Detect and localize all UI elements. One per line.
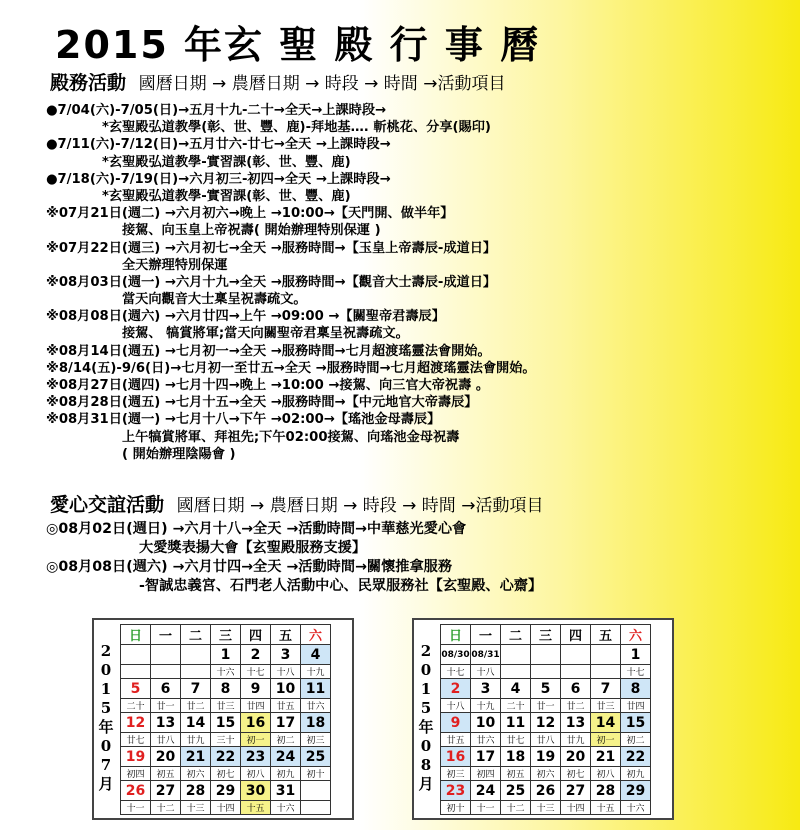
list-item: ※08月28日(週五) →七月十五→全天 →服務時間→【中元地官大帝壽辰】 <box>46 395 478 411</box>
weekday-header: 一 <box>471 625 501 645</box>
calendar-day-cell: 18 <box>301 713 331 733</box>
lunar-date-cell: 廿六 <box>471 733 501 747</box>
calendar-day-cell: 1 <box>621 645 651 665</box>
lunar-date-cell: 初八 <box>591 767 621 781</box>
calendar-day-cell: 5 <box>121 679 151 699</box>
calendar-day-cell: 14 <box>591 713 621 733</box>
calendar-label-char: 0 <box>420 737 432 755</box>
lunar-date-cell: 初四 <box>471 767 501 781</box>
calendar-day-cell: 12 <box>531 713 561 733</box>
lunar-date-cell: 十四 <box>211 801 241 815</box>
weekday-header: 三 <box>531 625 561 645</box>
calendar-day-cell: 29 <box>211 781 241 801</box>
lunar-date-cell: 廿七 <box>121 733 151 747</box>
lunar-date-cell: 初五 <box>501 767 531 781</box>
list-item: ●7/18(六)-7/19(日)→六月初三-初四→全天 →上課時段→ <box>46 171 391 187</box>
calendar-day-cell: 21 <box>591 747 621 767</box>
lunar-date-cell <box>591 665 621 679</box>
lunar-date-cell: 十八 <box>441 699 471 713</box>
list-item: *玄聖殿弘道教學-實習課(彰、世、豐、鹿) <box>102 154 351 170</box>
lunar-date-cell: 初三 <box>441 767 471 781</box>
lunar-date-cell: 十六 <box>271 801 301 815</box>
calendar-day-cell: 8 <box>621 679 651 699</box>
calendar-day-cell: 22 <box>621 747 651 767</box>
temple-affairs-list <box>46 102 794 463</box>
calendar-month-label <box>96 642 116 794</box>
calendar-day-cell: 19 <box>121 747 151 767</box>
calendar-day-cell: 16 <box>241 713 271 733</box>
calendar-day-cell: 1 <box>211 645 241 665</box>
calendar-day-cell: 26 <box>121 781 151 801</box>
lunar-date-cell: 十三 <box>181 801 211 815</box>
lunar-date-cell: 廿九 <box>181 733 211 747</box>
list-item: ( 開始辦理陰陽會 ) <box>122 446 236 462</box>
calendar-day-cell: 21 <box>181 747 211 767</box>
lunar-date-cell: 二十 <box>501 699 531 713</box>
calendar-day-cell: 28 <box>181 781 211 801</box>
list-item: -智誠忠義宮、石門老人活動中心、民眾服務社【玄聖殿、心齋】 <box>139 578 543 594</box>
lunar-date-cell: 初九 <box>271 767 301 781</box>
calendar-label-char: 5 <box>100 699 112 717</box>
weekday-header: 日 <box>441 625 471 645</box>
calendar-day-cell: 4 <box>501 679 531 699</box>
charity-activities-list <box>46 520 794 596</box>
lunar-date-cell: 廿一 <box>151 699 181 713</box>
calendar-day-cell: 22 <box>211 747 241 767</box>
calendar-day-cell: 7 <box>181 679 211 699</box>
calendar-label-char: 0 <box>100 661 112 679</box>
calendar-day-cell: 31 <box>271 781 301 801</box>
lunar-date-cell: 十一 <box>471 801 501 815</box>
list-item: ◎08月08日(週六) →六月廿四→全天 →活動時間→關懷推拿服務 <box>46 559 453 575</box>
calendar-day-cell <box>121 645 151 665</box>
lunar-date-cell: 十五 <box>241 801 271 815</box>
calendar-day-cell: 18 <box>501 747 531 767</box>
lunar-date-cell <box>181 665 211 679</box>
calendar-day-cell: 5 <box>531 679 561 699</box>
weekday-header: 二 <box>181 625 211 645</box>
list-item: 全天辦理特別保運 <box>122 257 228 273</box>
calendar-label-char: 2 <box>100 642 112 660</box>
section-charity-heading <box>50 490 543 517</box>
weekday-header: 五 <box>271 625 301 645</box>
calendar-day-cell: 11 <box>501 713 531 733</box>
calendar-day-cell <box>591 645 621 665</box>
lunar-date-cell: 二十 <box>121 699 151 713</box>
calendar-day-cell: 11 <box>301 679 331 699</box>
lunar-date-cell: 廿四 <box>241 699 271 713</box>
calendar-day-cell: 10 <box>471 713 501 733</box>
lunar-date-cell: 三十 <box>211 733 241 747</box>
calendar-day-cell: 30 <box>241 781 271 801</box>
calendar-day-cell: 17 <box>471 747 501 767</box>
calendar-label-char: 2 <box>420 642 432 660</box>
lunar-date-cell: 廿三 <box>211 699 241 713</box>
calendar-label-char: 年 <box>98 718 114 736</box>
weekday-header: 一 <box>151 625 181 645</box>
lunar-date-cell: 十四 <box>561 801 591 815</box>
lunar-date-cell: 十三 <box>531 801 561 815</box>
weekday-header: 四 <box>561 625 591 645</box>
calendar-day-cell <box>531 645 561 665</box>
calendar-day-cell: 2 <box>241 645 271 665</box>
lunar-date-cell: 十七 <box>241 665 271 679</box>
lunar-date-cell: 廿八 <box>151 733 181 747</box>
calendar-day-cell: 24 <box>471 781 501 801</box>
lunar-date-cell: 初二 <box>621 733 651 747</box>
calendar-day-cell <box>301 781 331 801</box>
lunar-date-cell: 初六 <box>531 767 561 781</box>
calendar-day-cell <box>181 645 211 665</box>
calendar-day-cell: 25 <box>501 781 531 801</box>
list-item: ●7/11(六)-7/12(日)→五月廿六-廿七→全天 →上課時段→ <box>46 137 391 153</box>
calendar-day-cell: 10 <box>271 679 301 699</box>
section-heading-text: 殿務活動 <box>50 72 127 94</box>
calendar-label-char: 1 <box>100 680 112 698</box>
calendar-day-cell: 13 <box>151 713 181 733</box>
weekday-header: 四 <box>241 625 271 645</box>
list-item: 上午犒賞將軍、拜祖先;下午02:00接駕、向瑤池金母祝壽 <box>122 429 460 445</box>
lunar-date-cell: 廿四 <box>621 699 651 713</box>
calendar-day-cell: 20 <box>151 747 181 767</box>
lunar-date-cell: 廿三 <box>591 699 621 713</box>
calendar-august <box>412 618 674 820</box>
lunar-date-cell: 十九 <box>301 665 331 679</box>
list-item: ※8/14(五)-9/6(日)→七月初一至廿五→全天 →服務時間→七月超渡瑤靈法會開始。 <box>46 360 536 376</box>
calendar-day-cell: 29 <box>621 781 651 801</box>
list-item: *玄聖殿弘道教學(彰、世、豐、鹿)-拜地基…. 斬桃花、分享(賜印) <box>102 120 491 136</box>
lunar-date-cell: 廿六 <box>301 699 331 713</box>
calendar-month-label <box>416 642 436 794</box>
calendar-day-cell: 8 <box>211 679 241 699</box>
calendar-day-cell <box>151 645 181 665</box>
list-item: ※08月03日(週一) →六月十九→全天 →服務時間→【觀音大士壽辰-成道日】 <box>46 274 497 290</box>
lunar-date-cell: 廿九 <box>561 733 591 747</box>
section-temple-affairs-heading <box>50 68 505 95</box>
lunar-date-cell <box>501 665 531 679</box>
calendar-day-cell: 4 <box>301 645 331 665</box>
calendar-day-cell: 23 <box>241 747 271 767</box>
lunar-date-cell: 初十 <box>301 767 331 781</box>
lunar-date-cell: 廿二 <box>181 699 211 713</box>
calendar-day-cell: 6 <box>561 679 591 699</box>
lunar-date-cell: 初九 <box>621 767 651 781</box>
calendar-day-cell: 24 <box>271 747 301 767</box>
section-column-legend: 國曆日期 → 農曆日期 → 時段 → 時間 →活動項目 <box>176 496 544 516</box>
calendar-day-cell: 20 <box>561 747 591 767</box>
calendar-day-cell <box>561 645 591 665</box>
lunar-date-cell: 十八 <box>471 665 501 679</box>
lunar-date-cell: 初六 <box>181 767 211 781</box>
lunar-date-cell: 初一 <box>241 733 271 747</box>
page-title: 2015 年玄 聖 殿 行 事 曆 <box>55 23 541 67</box>
list-item: ※08月27日(週四) →七月十四→晚上 →10:00 →接駕、向三官大帝祝壽 。 <box>46 378 490 393</box>
lunar-date-cell <box>121 665 151 679</box>
lunar-date-cell: 十二 <box>501 801 531 815</box>
calendar-july <box>92 618 354 820</box>
calendar-label-char: 月 <box>418 775 434 793</box>
list-item: ※08月31日(週一) →七月十八→下午 →02:00→【瑤池金母壽辰】 <box>46 412 441 428</box>
weekday-header: 三 <box>211 625 241 645</box>
lunar-date-cell: 初十 <box>441 801 471 815</box>
calendar-day-cell: 26 <box>531 781 561 801</box>
lunar-date-cell: 十六 <box>211 665 241 679</box>
calendar-day-cell: 12 <box>121 713 151 733</box>
calendar-label-char: 7 <box>100 756 112 774</box>
section-column-legend: 國曆日期 → 農曆日期 → 時段 → 時間 →活動項目 <box>138 74 506 94</box>
weekday-header: 五 <box>591 625 621 645</box>
calendar-day-cell: 16 <box>441 747 471 767</box>
calendar-day-cell: 2 <box>441 679 471 699</box>
calendar-day-cell: 13 <box>561 713 591 733</box>
list-item: *玄聖殿弘道教學-實習課(彰、世、豐、鹿) <box>102 188 351 204</box>
list-item: 接駕、 犒賞將軍;當天向關聖帝君稟呈祝壽疏文。 <box>122 326 409 342</box>
calendar-day-cell: 3 <box>471 679 501 699</box>
lunar-date-cell: 廿八 <box>531 733 561 747</box>
lunar-date-cell: 初一 <box>591 733 621 747</box>
lunar-date-cell: 十一 <box>121 801 151 815</box>
calendar-label-char: 年 <box>418 718 434 736</box>
lunar-date-cell: 初七 <box>211 767 241 781</box>
calendar-day-cell: 23 <box>441 781 471 801</box>
section-heading-text: 愛心交誼活動 <box>50 494 165 516</box>
lunar-date-cell: 廿七 <box>501 733 531 747</box>
lunar-date-cell: 廿五 <box>271 699 301 713</box>
calendar-label-char: 0 <box>420 661 432 679</box>
calendar-day-cell: 15 <box>621 713 651 733</box>
calendar-day-cell: 7 <box>591 679 621 699</box>
list-item: ●7/04(六)-7/05(日)→五月十九-二十→全天→上課時段→ <box>46 103 387 118</box>
lunar-date-cell: 十六 <box>621 801 651 815</box>
calendar-day-cell: 9 <box>441 713 471 733</box>
lunar-date-cell <box>561 665 591 679</box>
lunar-date-cell: 初三 <box>301 733 331 747</box>
lunar-date-cell: 初四 <box>121 767 151 781</box>
lunar-date-cell: 十七 <box>441 665 471 679</box>
calendar-label-char: 8 <box>420 756 432 774</box>
list-item: 當天向觀音大士稟呈祝壽疏文。 <box>122 292 307 308</box>
calendar-day-cell: 08/31 <box>471 645 501 665</box>
list-item: 大愛獎表揚大會【玄聖殿服務支援】 <box>139 540 367 556</box>
lunar-date-cell: 初七 <box>561 767 591 781</box>
calendar-day-cell: 9 <box>241 679 271 699</box>
calendar-day-cell <box>501 645 531 665</box>
calendar-day-cell: 28 <box>591 781 621 801</box>
list-item: ※07月22日(週三) →六月初七→全天 →服務時間→【玉皇上帝壽辰-成道日】 <box>46 240 497 256</box>
calendar-day-cell: 25 <box>301 747 331 767</box>
weekday-header: 六 <box>621 625 651 645</box>
lunar-date-cell <box>531 665 561 679</box>
lunar-date-cell: 初二 <box>271 733 301 747</box>
list-item: ※07月21日(週二) →六月初六→晚上 →10:00→【天門開、做半年】 <box>46 206 454 222</box>
weekday-header: 二 <box>501 625 531 645</box>
lunar-date-cell: 廿五 <box>441 733 471 747</box>
calendar-day-cell: 14 <box>181 713 211 733</box>
calendar-day-cell: 3 <box>271 645 301 665</box>
lunar-date-cell: 十八 <box>271 665 301 679</box>
calendar-day-cell: 27 <box>151 781 181 801</box>
calendar-label-char: 1 <box>420 680 432 698</box>
calendar-day-cell: 6 <box>151 679 181 699</box>
weekday-header: 六 <box>301 625 331 645</box>
calendar-label-char: 0 <box>100 737 112 755</box>
lunar-date-cell <box>301 801 331 815</box>
lunar-date-cell <box>151 665 181 679</box>
calendar-day-cell: 27 <box>561 781 591 801</box>
list-item: 接駕、向玉皇上帝祝壽( 開始辦理特別保運 ) <box>122 223 381 239</box>
calendar-day-cell: 17 <box>271 713 301 733</box>
calendar-day-cell: 08/30 <box>441 645 471 665</box>
calendar-day-cell: 15 <box>211 713 241 733</box>
lunar-date-cell: 廿一 <box>531 699 561 713</box>
list-item: ◎08月02日(週日) →六月十八→全天 →活動時間→中華慈光愛心會 <box>46 521 467 537</box>
weekday-header: 日 <box>121 625 151 645</box>
calendar-label-char: 5 <box>420 699 432 717</box>
calendar-day-cell: 19 <box>531 747 561 767</box>
lunar-date-cell: 初五 <box>151 767 181 781</box>
list-item: ※08月14日(週五) →七月初一→全天 →服務時間→七月超渡瑤靈法會開始。 <box>46 343 491 359</box>
lunar-date-cell: 初八 <box>241 767 271 781</box>
lunar-date-cell: 廿二 <box>561 699 591 713</box>
calendar-label-char: 月 <box>98 775 114 793</box>
lunar-date-cell: 十二 <box>151 801 181 815</box>
lunar-date-cell: 十五 <box>591 801 621 815</box>
lunar-date-cell: 十九 <box>471 699 501 713</box>
lunar-date-cell: 十七 <box>621 665 651 679</box>
list-item: ※08月08日(週六) →六月廿四→上午 →09:00 →【關聖帝君壽辰】 <box>46 309 445 325</box>
